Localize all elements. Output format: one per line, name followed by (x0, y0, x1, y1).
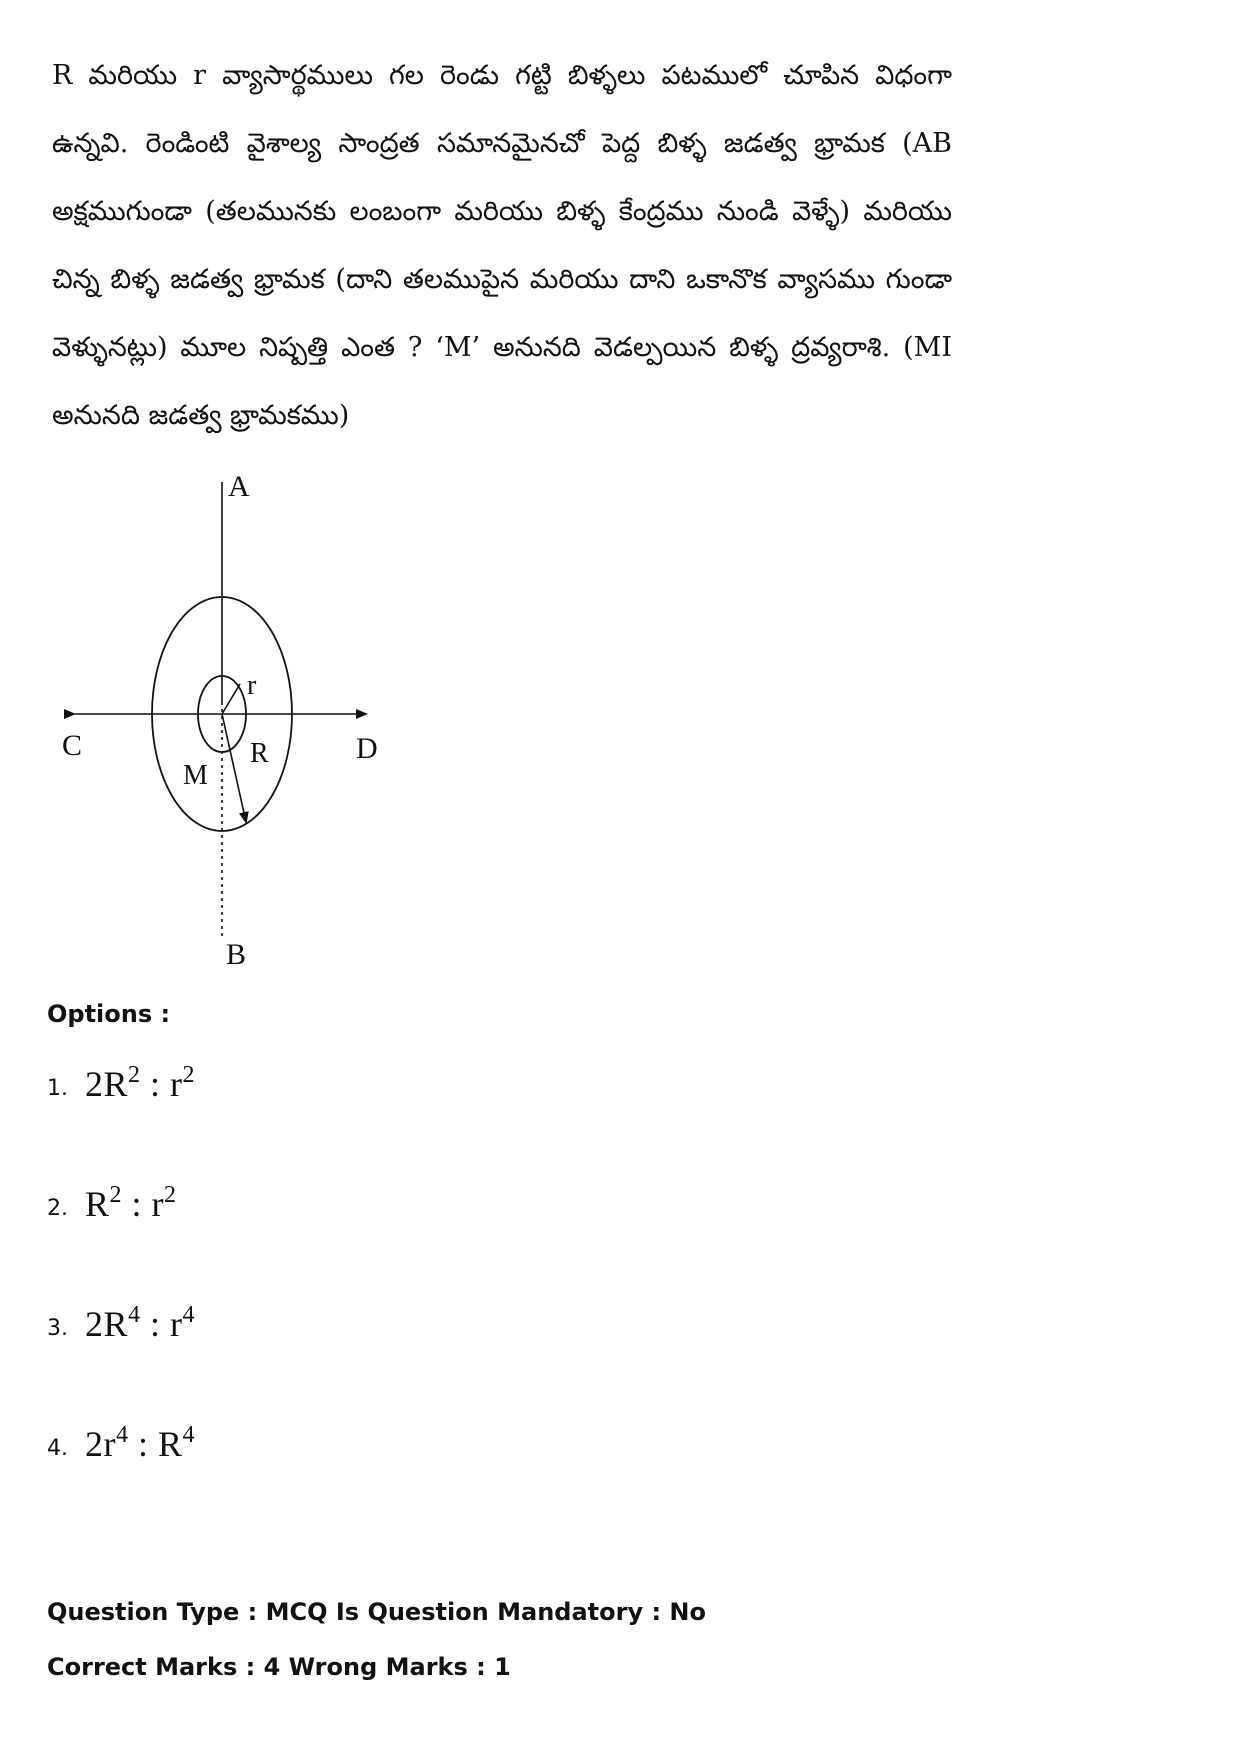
option-number: 3. (47, 1316, 68, 1341)
option-number: 2. (47, 1196, 68, 1221)
options-heading: Options : (47, 1000, 171, 1028)
question-type-line: Question Type : MCQ Is Question Mandatory : No (47, 1598, 706, 1626)
label-small-radius: r (247, 670, 257, 701)
option-expression: $2R^2$ : $r^2$ (85, 1062, 196, 1104)
label-c: C (62, 729, 83, 762)
option-expression: $2R^4$ : $r^4$ (85, 1302, 196, 1344)
question-text: R మరియు r వ్యాసార్థములు గల రెండు గట్టి బిళ్ళలు పటములో చూపిన విధంగా ఉన్నవి. రెండింటి వైశాల్య సాంద్రత సమానమైనచో పెద్ద బిళ్ళ జడత్వ భ్రామక (AB అక్షముగుండా (తలమునకు లంబంగా మరియు బిళ్ళ కేంద్రము నుండి వెళ్ళే) మరియు చిన్న బిళ్ళ జడత్వ భ్రామక (దాని తలముపైన మరియు దాని ఒకానొక వ్యాసము గుండా వెళ్ళునట్లు) మూల నిష్పత్తి ఎంత ? ‘M’ అనునది వెడల్పయిన బిళ్ళ ద్రవ్యరాశి. (MI అనునది జడత్వ భ్రామకము) (52, 60, 952, 431)
marks-line: Correct Marks : 4 Wrong Marks : 1 (47, 1653, 511, 1681)
large-radius-arrow (222, 714, 246, 822)
option-4[interactable] (47, 1405, 195, 1465)
small-radius-line (222, 684, 240, 714)
label-mass: M (183, 760, 208, 791)
option-expression: $2r^4$ : $R^4$ (85, 1422, 196, 1464)
option-3[interactable] (47, 1285, 195, 1345)
disc-diagram-svg (60, 462, 390, 982)
option-2[interactable] (47, 1165, 177, 1225)
option-expression: $R^2$ : $r^2$ (85, 1182, 177, 1224)
disc-diagram (60, 462, 390, 982)
option-number: 4. (47, 1436, 68, 1461)
label-b: B (226, 938, 247, 971)
label-a: A (228, 470, 250, 503)
label-large-radius: R (250, 738, 269, 769)
option-1[interactable] (47, 1045, 195, 1105)
label-d: D (356, 732, 378, 765)
option-number: 1. (47, 1076, 68, 1101)
